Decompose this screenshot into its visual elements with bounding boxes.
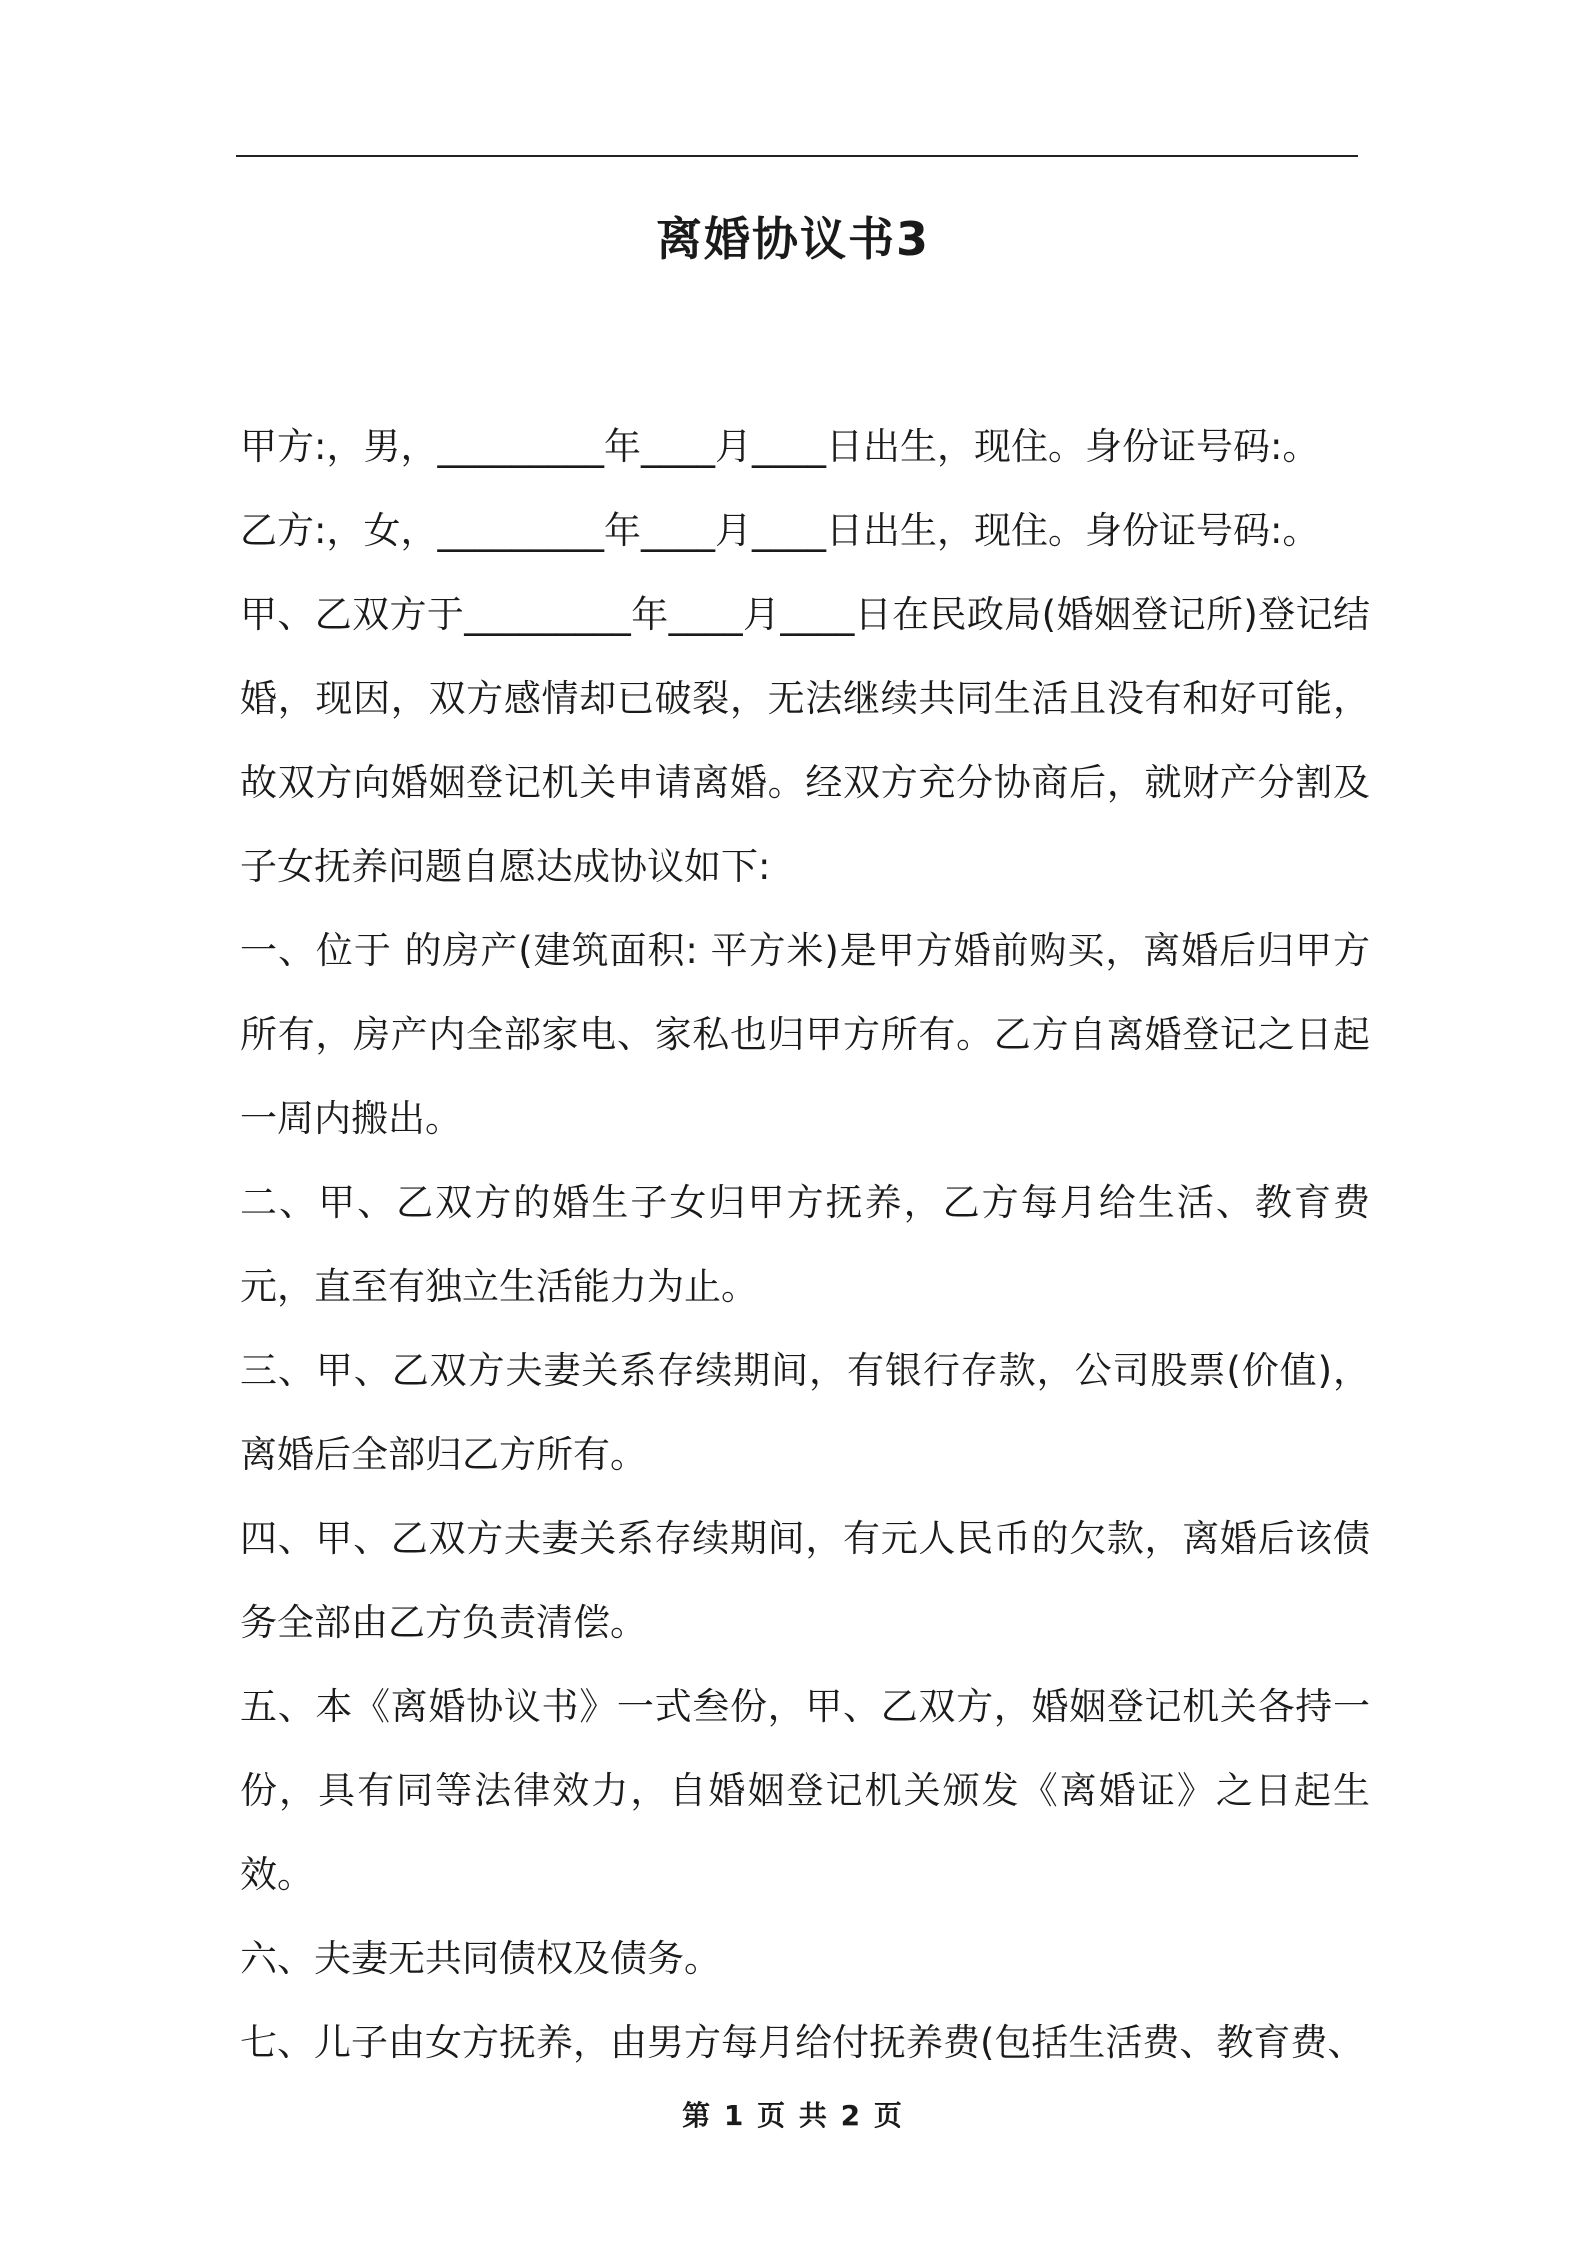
document-body: [240, 405, 1370, 2085]
document-title: 离婚协议书3: [655, 212, 930, 266]
clause-5: 五、本《离婚协议书》一式叁份，甲、乙双方，婚姻登记机关各持一份，具有同等法律效力，自婚姻登记机关颁发《离婚证》之日起生效。: [240, 1685, 1370, 1896]
party-b-line: 乙方:，女，_________年____月____日出生，现住。身份证号码:。: [240, 509, 1320, 552]
clause-1: 一、位于 的房产(建筑面积: 平方米)是甲方婚前购买，离婚后归甲方所有，房产内全部家电、家私也归甲方所有。乙方自离婚登记之日起一周内搬出。: [240, 929, 1370, 1140]
clause-3: 三、甲、乙双方夫妻关系存续期间，有银行存款，公司股票(价值)，离婚后全部归乙方所有。: [240, 1349, 1370, 1476]
clause-4: 四、甲、乙双方夫妻关系存续期间，有元人民币的欠款，离婚后该债务全部由乙方负责清偿。: [240, 1517, 1370, 1644]
clause-6: 六、夫妻无共同债权及债务。: [240, 1937, 721, 1980]
clause-2: 二、甲、乙双方的婚生子女归甲方抚养，乙方每月给生活、教育费元，直至有独立生活能力为止。: [240, 1181, 1370, 1308]
page-number: 第 1 页 共 2 页: [682, 2099, 904, 2132]
party-a-line: 甲方:，男，_________年____月____日出生，现住。身份证号码:。: [240, 425, 1320, 468]
clause-7: 七、儿子由女方抚养，由男方每月给付抚养费(包括生活费、教育费、: [240, 2021, 1365, 2064]
header-divider: [236, 155, 1358, 157]
preamble-paragraph: 甲、乙双方于_________年____月____日在民政局(婚姻登记所)登记结婚，现因，双方感情却已破裂，无法继续共同生活且没有和好可能，故双方向婚姻登记机关申请离婚。经双方充分协商后，就财产分割及子女抚养问题自愿达成协议如下:: [240, 593, 1370, 888]
